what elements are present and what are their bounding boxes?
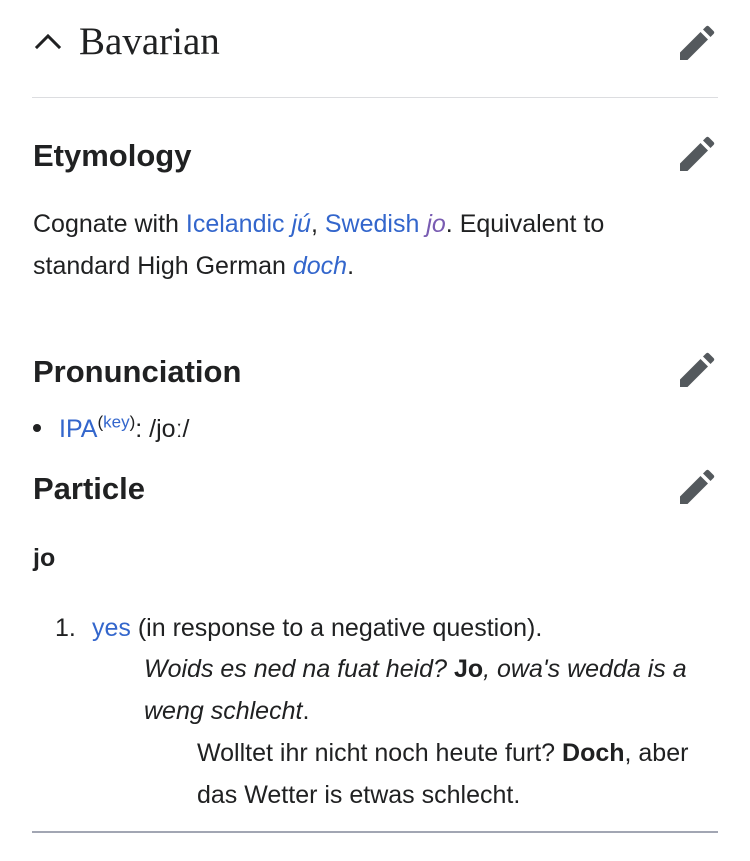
edit-particle-pencil-icon[interactable] <box>676 468 716 508</box>
ipa-value: /joː/ <box>149 415 190 443</box>
pronunciation-list-item <box>33 408 189 450</box>
etymology-text-part: . Equivalent to standard High German <box>33 210 605 280</box>
link-ju[interactable]: jú <box>291 210 311 238</box>
etymology-text-part: Cognate with <box>33 210 186 238</box>
link-key[interactable]: key <box>103 412 130 432</box>
etymology-text-part: , <box>310 210 325 238</box>
section-header-bavarian[interactable] <box>33 16 220 66</box>
etymology-text <box>33 203 683 287</box>
usage-translation: Wolltet ihr nicht noch heute furt? Doch, aber das Wetter is etwas schlecht. <box>197 739 689 809</box>
etymology-text-part <box>285 210 292 238</box>
pencil-icon <box>676 351 716 391</box>
pencil-icon <box>676 24 716 64</box>
bullet-icon <box>33 424 41 432</box>
usage-example: Woids es ned na fuat heid? Jo, owa's wedda is a weng schlecht. <box>144 655 687 725</box>
link-jo[interactable]: jo <box>426 210 446 238</box>
chevron-up-icon[interactable] <box>33 26 63 56</box>
section-title: Bavarian <box>79 19 220 63</box>
section-divider <box>32 97 718 98</box>
link-icelandic[interactable]: Icelandic <box>185 210 285 238</box>
link-yes[interactable]: yes <box>92 614 131 642</box>
key-superscript: (key) <box>97 412 136 432</box>
etymology-heading: Etymology <box>33 138 192 173</box>
link-ipa[interactable]: IPA <box>59 415 98 443</box>
pencil-icon <box>676 468 716 508</box>
definition-text <box>92 607 542 649</box>
pencil-icon <box>676 135 716 175</box>
etymology-text-part: . <box>347 252 355 280</box>
edit-pronunciation-pencil-icon[interactable] <box>676 351 716 391</box>
link-swedish[interactable]: Swedish <box>324 210 420 238</box>
particle-heading: Particle <box>33 471 146 506</box>
edit-etymology-pencil-icon[interactable] <box>676 135 716 175</box>
link-doch[interactable]: doch <box>292 252 348 280</box>
definition-number: 1. <box>55 614 76 642</box>
headword: jo <box>33 544 56 572</box>
bottom-divider <box>32 831 718 833</box>
edit-section-pencil-icon[interactable] <box>676 24 716 64</box>
definition-gloss: (in response to a negative question). <box>130 614 543 642</box>
pronunciation-separator: : <box>135 415 150 443</box>
pronunciation-heading: Pronunciation <box>33 354 242 389</box>
